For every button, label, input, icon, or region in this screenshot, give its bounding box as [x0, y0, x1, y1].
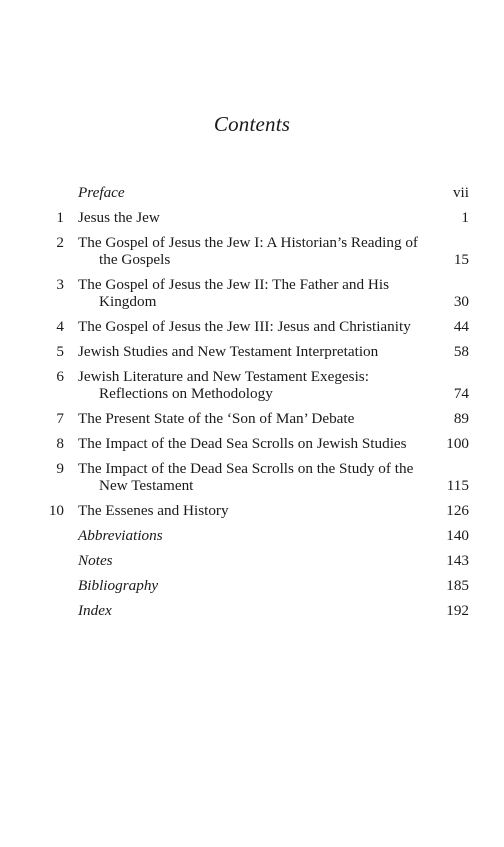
toc-entry-title [78, 410, 418, 427]
toc-entry-title-line: The Gospel of Jesus the Jew III: Jesus and Christianity [78, 318, 411, 335]
toc-entry [0, 343, 504, 360]
toc-entry-title [78, 234, 418, 268]
toc-entry-number: 2 [56, 234, 64, 251]
toc-entry-title [78, 184, 418, 201]
toc-entry-page: 143 [446, 552, 469, 569]
toc-entry-page: 140 [446, 527, 469, 544]
toc-entry-title-line: Notes [78, 552, 113, 569]
toc-entry [0, 577, 504, 594]
toc-entry [0, 276, 504, 310]
page-title: Contents [213, 112, 291, 136]
toc-entry-title-line: The Gospel of Jesus the Jew II: The Father and His [78, 276, 389, 293]
toc-entry-title-line: Jewish Literature and New Testament Exegesis: [78, 368, 369, 385]
toc-entry-title [78, 368, 418, 402]
toc-entry-number: 1 [56, 209, 64, 226]
toc-entry-page: 126 [446, 502, 469, 519]
toc-entry-number: 5 [56, 343, 64, 360]
toc-entry [0, 368, 504, 402]
toc-entry-title-line: Reflections on Methodology [99, 385, 273, 402]
toc-entry-number: 7 [56, 410, 64, 427]
toc-entry-title [78, 318, 418, 335]
toc-entry-number: 6 [56, 368, 64, 385]
toc-entry-title-line: Index [78, 602, 112, 619]
toc-entry-page: 185 [446, 577, 469, 594]
toc-entry-page: 100 [446, 435, 469, 452]
toc-entry-number: 8 [56, 435, 64, 452]
toc-entry [0, 502, 504, 519]
toc-entry-title-line: The Essenes and History [78, 502, 229, 519]
toc-entry-number: 4 [56, 318, 64, 335]
toc-entry-title [78, 276, 418, 310]
toc-entry [0, 552, 504, 569]
toc-entry-title-line: The Present State of the ‘Son of Man’ Debate [78, 410, 355, 427]
toc-entry-number: 3 [56, 276, 64, 293]
toc-entry-title [78, 527, 418, 544]
toc-entry-title [78, 209, 418, 226]
toc-entry-title-line: Preface [78, 184, 125, 201]
toc-entry-title-line: Abbreviations [78, 527, 163, 544]
toc-entry [0, 209, 504, 226]
toc-entry [0, 410, 504, 427]
toc-entry-number: 9 [56, 460, 64, 477]
toc-entry-number: 10 [48, 502, 64, 519]
toc-entry-title [78, 602, 418, 619]
toc-entry-title-line: Jewish Studies and New Testament Interpretation [78, 343, 379, 360]
toc-entry-page: 30 [453, 293, 469, 310]
toc-entry-page: vii [452, 184, 469, 201]
toc-entry [0, 234, 504, 268]
toc-entry-title [78, 460, 418, 494]
toc-entry [0, 435, 504, 452]
toc-entry [0, 602, 504, 619]
toc-entry-title-line: Bibliography [78, 577, 159, 594]
toc-entry-title-line: the Gospels [99, 251, 171, 268]
toc-entry-page: 192 [446, 602, 469, 619]
toc-entry-page: 44 [453, 318, 469, 335]
toc-entry-title [78, 552, 418, 569]
toc-entry-page: 74 [453, 385, 469, 402]
toc-entry-title-line: The Impact of the Dead Sea Scrolls on the Study of the [78, 460, 414, 477]
toc-entry-title-line: The Gospel of Jesus the Jew I: A Historian’s Reading of [78, 234, 418, 251]
toc-entry-page: 1 [461, 209, 469, 226]
toc-entry-title [78, 343, 418, 360]
toc-entry [0, 460, 504, 494]
toc-entry-title [78, 435, 418, 452]
toc-entry-title [78, 502, 418, 519]
toc-entry [0, 527, 504, 544]
toc-entry [0, 184, 504, 201]
toc-entry-title-line: New Testament [99, 477, 194, 494]
toc-entry-title [78, 577, 418, 594]
toc-entry [0, 318, 504, 335]
toc-entry-title-line: Jesus the Jew [78, 209, 160, 226]
toc-entry-page: 89 [453, 410, 469, 427]
toc-entry-page: 58 [453, 343, 469, 360]
toc-entry-title-line: The Impact of the Dead Sea Scrolls on Jewish Studies [78, 435, 407, 452]
toc-entry-page: 15 [453, 251, 469, 268]
toc-entry-page: 115 [446, 477, 469, 494]
toc-entry-title-line: Kingdom [99, 293, 157, 310]
